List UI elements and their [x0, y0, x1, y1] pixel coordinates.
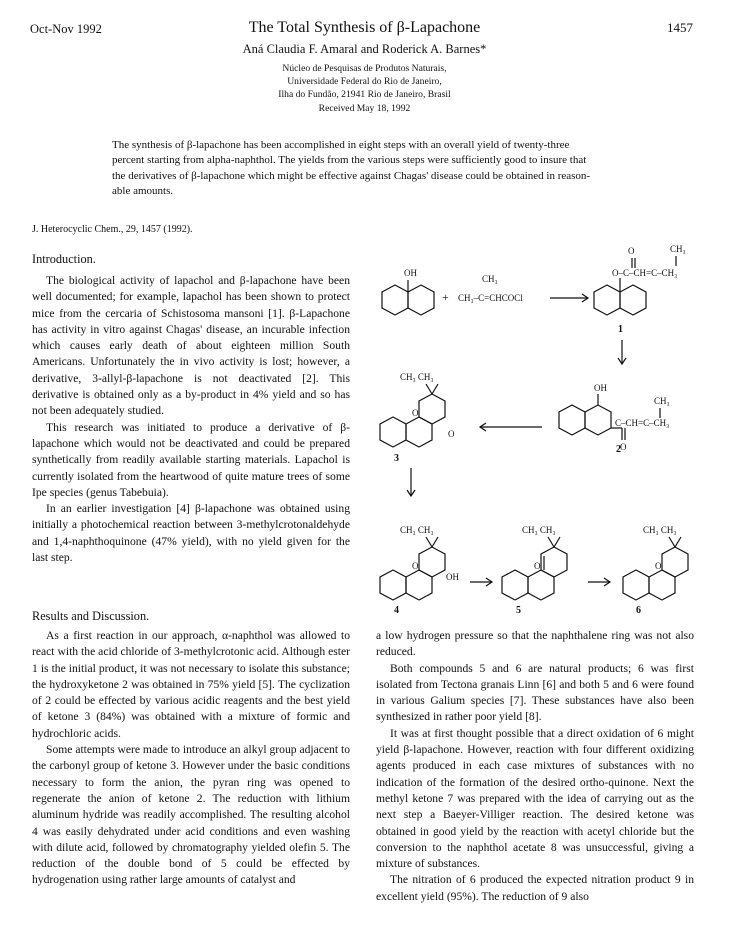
ring-o-label: O — [412, 408, 419, 418]
compound-number: 1 — [618, 324, 623, 335]
compound-number: 5 — [516, 605, 521, 615]
results-right-column — [376, 628, 694, 905]
paragraph: The biological activity of lapachol and β-lapachone have been well documented; for example, lapachol has been shown to protect mice from the cercaria of Schistosoma mansoni [1]. β-Lapachone has activity in vitro against Chagas' disease, an incurable infection which causes early death of about eighteen million South Americans. Unfortunately the in vivo activity is lost; however, a derivative, 3-allyl-β-lapachone is not deactivated [2]. This derivative is obtained only as a by-product in 4% yield and so has not been adequately studied. — [32, 274, 350, 418]
alpha-naphthol-structure — [382, 280, 434, 315]
results-left-column — [32, 628, 350, 889]
authors: Aná Claudia F. Amaral and Roderick A. Barnes* — [242, 42, 487, 56]
hydroxyl-label: OH — [594, 383, 607, 393]
ring-o-label: O — [534, 561, 541, 571]
gem-dimethyl-label: CH₃ CH₃ — [522, 525, 556, 535]
hydroxyl-label: OH — [404, 268, 417, 278]
ketone-o-label: O — [448, 429, 455, 439]
hydroxyl-label: OH — [446, 572, 459, 582]
abstract — [112, 138, 630, 200]
affiliation-line: Núcleo de Pesquisas de Produtos Naturais, — [282, 63, 447, 74]
affiliation-line: Universidade Federal do Rio de Janeiro, — [287, 76, 442, 88]
introduction-body — [32, 273, 350, 566]
paragraph: Some attempts were made to introduce an alkyl group adjacent to the carbonyl group of ketone 3. However under the basic conditions necessary to form the anion, the pyran ring was opened to regenerate the anion of ketone 2. The reduction with lithium aluminum hydride was readily accomplished. The resulting alcohol 4 was easily dehydrated under acid conditions and even washing with dilute acid, followed by chromatography yielded olefin 5. The reduction of the double bond of 5 could be effected by hydrogenation using rather large amounts of catalyst and — [32, 743, 350, 887]
reagent-label: CH₃–C=CHCOCl — [458, 293, 523, 303]
compound-number: 3 — [394, 453, 399, 464]
methyl-label: CH₃ — [482, 274, 498, 284]
gem-dimethyl-label: CH₃ CH₃ — [400, 372, 434, 382]
ester-chain-label: O–C–CH=C–CH₃ — [612, 268, 678, 278]
page-number: 1457 — [667, 20, 693, 35]
methyl-label: CH₃ — [654, 396, 670, 406]
compound-2-structure — [559, 394, 660, 440]
abstract-line: percent starting from alpha-naphthol. The yields from the various steps were sufficiently good to insure that — [112, 154, 587, 167]
ring-o-label: O — [655, 561, 662, 571]
paragraph: In an earlier investigation [4] β-lapachone was obtained using initially a photochemical reaction between 3-methylcrotonaldehyde and 1,4-naphthoquinone (47% yield), with no yield given for the last step. — [32, 502, 350, 565]
compound-number: 4 — [394, 605, 399, 615]
gem-dimethyl-label: CH₃ CH₃ — [400, 525, 434, 535]
paragraph: a low hydrogen pressure so that the naphthalene ring was not also reduced. — [376, 629, 694, 659]
paragraph: This research was initiated to produce a derivative of β-lapachone which would not be deactivated and could be prepared synthetically from readily available starting materials. Lapachol is currently isolated from the heartwood of quite mature trees of some Ipe species (genus Tabebuia). — [32, 420, 350, 499]
abstract-line: able amounts. — [112, 185, 174, 198]
affiliation-line: Ilha do Fundão, 21941 Rio de Janeiro, Brasil — [278, 89, 451, 101]
results-heading: Results and Discussion. — [32, 609, 150, 623]
paragraph: Both compounds 5 and 6 are natural products; 6 was first isolated from Tectona granais Linn [6] and both 5 and 6 were found in various Galium species [7]. These substances have also been synthesized in rather poor yield [8]. — [376, 661, 694, 724]
journal-issue: Oct-Nov 1992 — [30, 22, 102, 36]
citation: J. Heterocyclic Chem., 29, 1457 (1992). — [32, 224, 193, 235]
paper-title: The Total Synthesis of β-Lapachone — [248, 19, 481, 36]
plus-sign: + — [442, 290, 449, 304]
affiliation — [0, 62, 729, 115]
synthesis-scheme — [360, 240, 710, 615]
paragraph: It was at first thought possible that a direct oxidation of 6 might yield β-lapachone. However, reaction with four different oxidizing agents produced in each case mixtures of substances with no indication of the formation of the desired ortho-quinone. Next the methyl ketone 7 was prepared with the idea of carrying out as the next step a Baeyer-Villiger reaction. The desired ketone was obtained in good yield by the reaction with acetyl chloride but the conversion to the naphthol acetate 8 was unsuccessful, giving a mixture of substances. — [376, 726, 694, 871]
ketone-o-label: O — [620, 442, 627, 452]
introduction-heading: Introduction. — [32, 252, 96, 266]
ring-o-label: O — [412, 561, 419, 571]
abstract-line: the derivatives of β-lapachone which might be effective against Chagas' disease could be obtained in reason- — [112, 169, 591, 182]
compound-1-structure — [594, 256, 676, 315]
compound-number: 2 — [616, 444, 621, 455]
methyl-label: CH₃ — [670, 244, 686, 254]
abstract-line: The synthesis of β-lapachone has been accomplished in eight steps with an overall yield of twenty-three — [112, 139, 570, 151]
paragraph: The nitration of 6 produced the expected nitration product 9 in excellent yield (95%). The reduction of 9 also — [376, 873, 694, 903]
compound-number: 6 — [636, 605, 641, 615]
carbonyl-o-label: O — [628, 246, 635, 256]
paragraph: As a first reaction in our approach, α-naphthol was allowed to react with the acid chloride of 3-methylcrotonic acid. Although ester 1 is the initial product, it was not necessary to isolate this substance; the hydroxyketone 2 was obtained in 75% yield [5]. The cyclization of 2 could be effected by various acidic reagents and the best yield of ketone 3 (84%) was obtained with a mixture of formic and hydrochloric acids. — [32, 629, 350, 740]
received-date: Received May 18, 1992 — [318, 102, 411, 114]
keto-chain-label: C–CH=C–CH₃ — [615, 418, 670, 428]
gem-dimethyl-label: CH₃ CH₃ — [643, 525, 677, 535]
